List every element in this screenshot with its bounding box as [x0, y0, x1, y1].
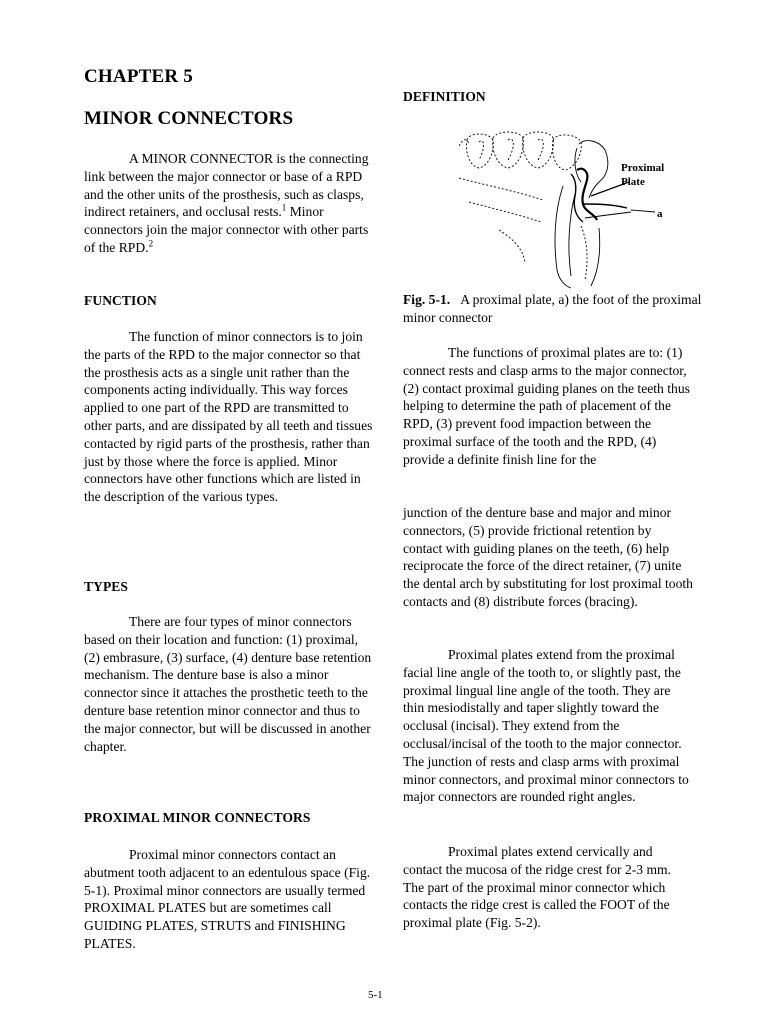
footnote-1: 1	[281, 202, 287, 213]
proximal-paragraph: Proximal minor connectors contact an abutment tooth adjacent to an edentulous space (Fig. 5-1). Proximal minor connectors are usually termed PROXIMAL PLATES but are sometimes call GUIDING PLATES, STRUTS and FINISHING PLATES.	[84, 847, 371, 951]
functions-paragraph: The functions of proximal plates are to: (1) connect rests and clasp arms to the major connector, (2) contact proximal guiding planes on the teeth thus helping to determine the path of placement of the RPD, (3) prevent food impaction between the proximal surface of the tooth and the RPD, (4) provide a definite finish line for the	[403, 345, 690, 467]
intro-text: A MINOR CONNECTOR is the connecting link between the major connector or base of a RPD and the other units of the prosthesis, such as clasps, indirect retainers, and occlusal rests.	[84, 151, 369, 220]
caption-label: Fig. 5-1.	[403, 292, 451, 307]
caption-text: A proximal plate, a) the foot of the proximal minor connector	[403, 292, 702, 325]
intro-paragraph	[84, 150, 374, 257]
page-title: MINOR CONNECTORS	[84, 108, 294, 129]
types-paragraph: There are four types of minor connectors based on their location and function: (1) proximal, (2) embrasure, (3) surface, (4) denture base retention mechanism. The denture base is also a minor connector since it attaches the prosthetic teeth to the denture base retention minor connector and thus to the major connector, but will be discussed in another chapter.	[84, 614, 372, 754]
footnote-2: 2	[148, 238, 154, 249]
types-heading: TYPES	[84, 579, 129, 594]
label-plate: Plate	[621, 176, 645, 188]
function-heading: FUNCTION	[84, 293, 157, 308]
cervical-paragraph: Proximal plates extend cervically and contact the mucosa of the ridge crest for 2-3 mm. The part of the proximal minor connector which contacts the ridge crest is called the FOOT of the proximal plate (Fig. 5-2).	[403, 844, 672, 931]
label-a: a	[657, 208, 663, 220]
chapter-heading: CHAPTER 5	[84, 66, 193, 87]
page-number: 5-1	[368, 989, 383, 1001]
intro-text-2: Minor connectors join the major connector with other parts of the RPD.	[84, 204, 369, 255]
proximal-plate-illustration	[459, 130, 729, 290]
function-paragraph: The function of minor connectors is to join the parts of the RPD to the major connector so that the prosthesis acts as a single unit rather than the components acting individually. This way forces applied to one part of the RPD are transmitted to other parts, and are dissipated by all teeth and tissues contacted by rigid parts of the prosthesis, rather than just by those where the force is applied. Minor connectors have other functions which are listed in the description of the various types.	[84, 329, 373, 505]
proximal-heading: PROXIMAL MINOR CONNECTORS	[84, 810, 311, 825]
extend-paragraph: Proximal plates extend from the proximal facial line angle of the tooth to, or slightly past, the proximal lingual line angle of the tooth. They are thin mesiodistally and taper slightly toward the occlusal (incisal). They extend from the occlusal/incisal of the tooth to the major connector. The junction of rests and clasp arms with proximal minor connectors, and proximal minor connectors to major connectors are rounded right angles.	[403, 647, 689, 805]
figure-5-1	[459, 130, 729, 290]
definition-heading: DEFINITION	[403, 89, 486, 104]
functions-paragraph-continued: junction of the denture base and major and minor connectors, (5) provide frictional retention by contact with guiding planes on the teeth, (6) help reciprocate the force of the direct retainer, (7) unite the dental arch by substituting for lost proximal tooth contacts and (8) distribute forces (bracing).	[403, 505, 693, 609]
figure-caption	[403, 291, 703, 327]
label-proximal: Proximal	[621, 162, 665, 174]
